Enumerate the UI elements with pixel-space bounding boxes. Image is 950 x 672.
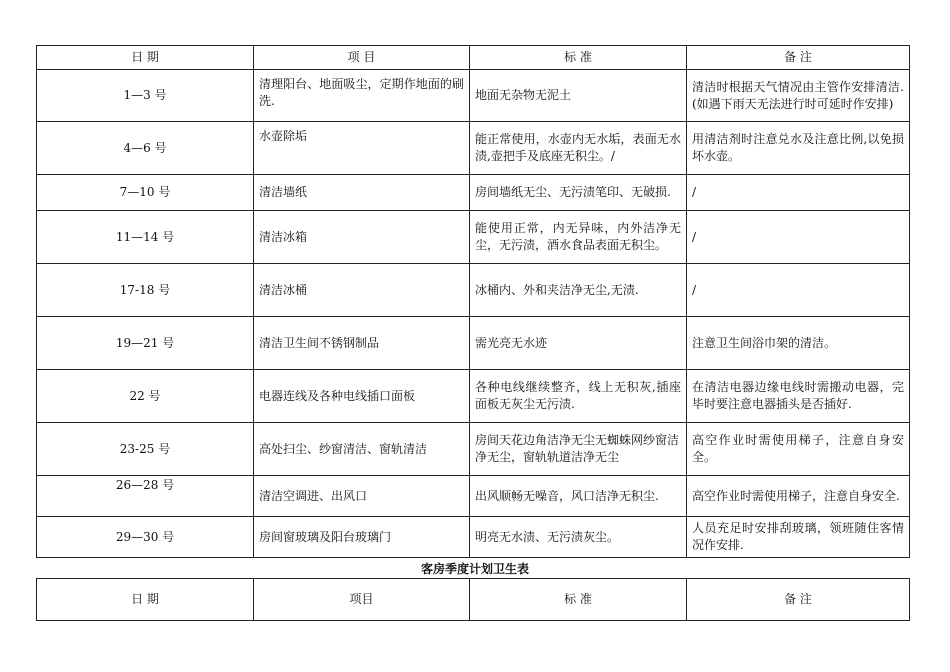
row-note: 用清洁剂时注意兑水及注意比例,以免损坏水壶。 [687,122,910,175]
table-row [37,317,910,370]
table-row [37,264,910,317]
row-standard: 房间墙纸无尘、无污渍笔印、无破损. [470,175,687,211]
row-note: / [687,264,910,317]
row-date: 17-18 号 [37,264,254,317]
row-item: 高处扫尘、纱窗清洁、窗轨清洁 [254,423,470,476]
row-date: 11—14 号 [37,211,254,264]
row-note: / [687,211,910,264]
table-row [37,476,910,517]
row-item: 房间窗玻璃及阳台玻璃门 [254,517,470,558]
row-note: 在清洁电器边缘电线时需搬动电器，完毕时要注意电器插头是否插好. [687,370,910,423]
table-row [37,70,910,122]
header-item: 项 目 [254,46,470,70]
row-item: 清洁空调进、出风口 [254,476,470,517]
row-date: 22 号 [37,370,254,423]
row-date: 4—6 号 [37,122,254,175]
table-header-row [37,46,910,70]
row-note: 人员充足时安排刮玻璃，领班随住客情况作安排. [687,517,910,558]
header-standard: 标 准 [470,46,687,70]
row-standard: 冰桶内、外和夹洁净无尘,无渍. [470,264,687,317]
header-standard: 标 准 [470,579,687,621]
row-note: 注意卫生间浴巾架的清洁。 [687,317,910,370]
table-row [37,517,910,558]
row-item: 清洁卫生间不锈钢制品 [254,317,470,370]
header-note: 备 注 [687,46,910,70]
section-title: 客房季度计划卫生表 [420,562,529,576]
row-item: 水壶除垢 [254,122,470,175]
row-standard: 各种电线继续整齐，线上无积灰,插座面板无灰尘无污渍. [470,370,687,423]
row-date: 1—3 号 [37,70,254,122]
row-date: 29—30 号 [37,517,254,558]
row-date: 26—28 号 [37,476,254,517]
row-date: 7—10 号 [37,175,254,211]
header-date: 日 期 [37,579,254,621]
row-date: 23-25 号 [37,423,254,476]
row-standard: 需光亮无水迹 [470,317,687,370]
header-date: 日 期 [37,46,254,70]
table-row [37,211,910,264]
row-item: 清洁冰桶 [254,264,470,317]
row-note: / [687,175,910,211]
row-note: 高空作业时需使用梯子，注意自身安全. [687,476,910,517]
row-standard: 房间天花边角洁净无尘无蜘蛛网纱窗洁净无尘，窗轨轨道洁净无尘 [470,423,687,476]
header-note: 备 注 [687,579,910,621]
table-header-row [37,579,910,621]
table-row [37,175,910,211]
row-item: 清洁冰箱 [254,211,470,264]
table-row [37,370,910,423]
row-note: 高空作业时需使用梯子，注意自身安全。 [687,423,910,476]
row-date: 19—21 号 [37,317,254,370]
row-item: 清理阳台、地面吸尘，定期作地面的刷洗. [254,70,470,122]
row-standard: 地面无杂物无泥土 [470,70,687,122]
row-standard: 出风顺畅无噪音，风口洁净无积尘. [470,476,687,517]
table-row [37,122,910,175]
row-item: 电器连线及各种电线插口面板 [254,370,470,423]
monthly-cleaning-table [36,45,910,558]
row-item: 清洁墙纸 [254,175,470,211]
quarterly-cleaning-table [36,578,910,621]
table-row [37,423,910,476]
row-standard: 能使用正常，内无异味，内外洁净无尘，无污渍，酒水食品表面无积尘。 [470,211,687,264]
row-note: 清洁时根据天气情况由主管作安排清洁.(如遇下雨天无法进行时可延时作安排) [687,70,910,122]
row-standard: 能正常使用，水壶内无水垢，表面无水渍,壶把手及底座无积尘。/ [470,122,687,175]
row-standard: 明亮无水渍、无污渍灰尘。 [470,517,687,558]
header-item: 项目 [254,579,470,621]
